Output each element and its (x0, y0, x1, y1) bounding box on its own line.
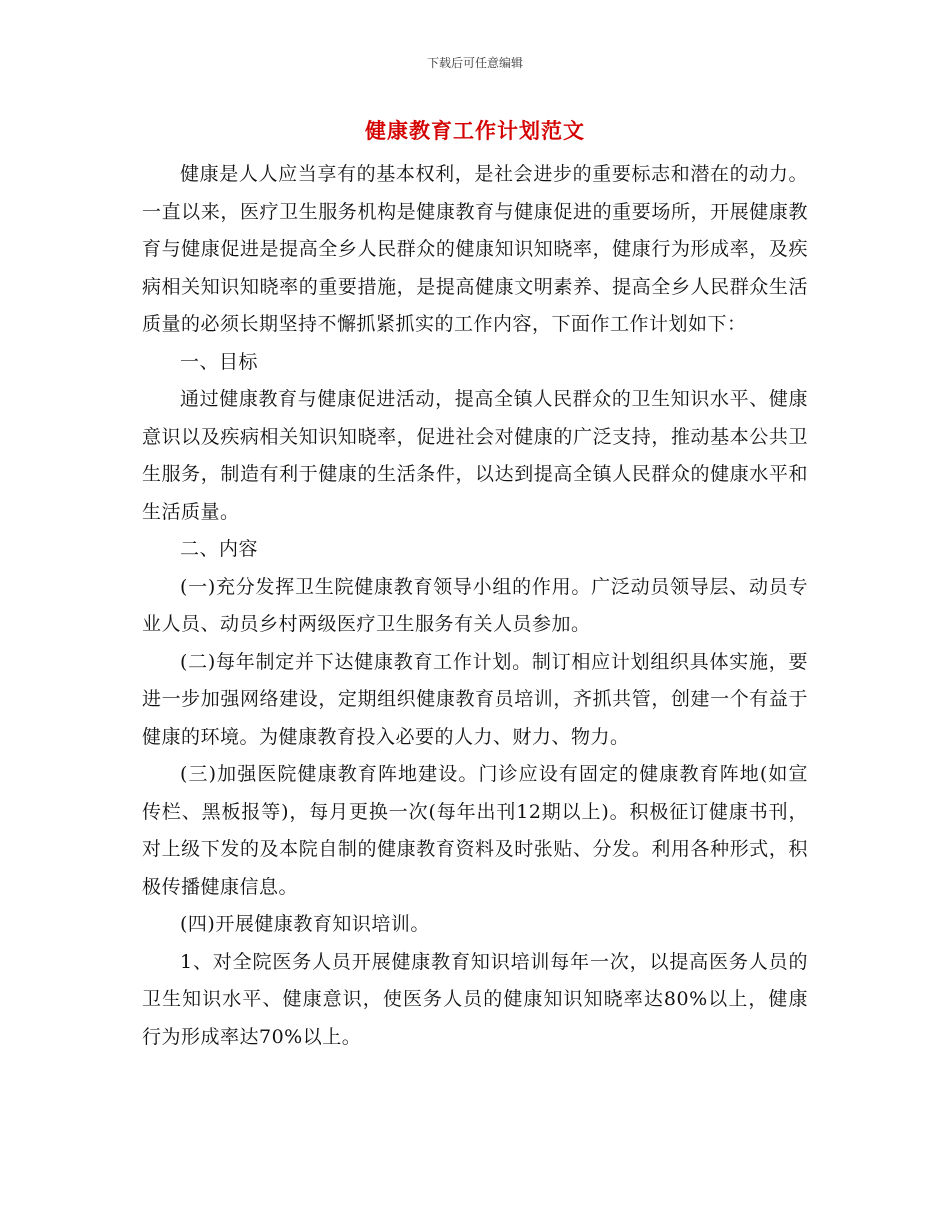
paragraph-content-2: (二)每年制定并下达健康教育工作计划。制订相应计划组织具体实施，要进一步加强网络建设，定期组织健康教育员培训，齐抓共管，创建一个有益于健康的环境。为健康教育投入必要的人力、财力、物力。 (142, 650, 808, 748)
paragraph-content-1: (一)充分发挥卫生院健康教育领导小组的作用。广泛动员领导层、动员专业人员、动员乡村两级医疗卫生服务有关人员参加。 (142, 575, 808, 635)
paragraph-goals: 通过健康教育与健康促进活动，提高全镇人民群众的卫生知识水平、健康意识以及疾病相关知识知晓率，促进社会对健康的广泛支持，推动基本公共卫生服务，制造有利于健康的生活条件，以达到提高全镇人民群众的健康水平和生活质量。 (142, 388, 808, 523)
paragraph-content-4: (四)开展健康教育知识培训。 (180, 913, 430, 935)
header-note: 下载后可任意编辑 (426, 56, 523, 70)
document-title: 健康教育工作计划范文 (365, 119, 585, 143)
paragraph-intro: 健康是人人应当享有的基本权利，是社会进步的重要标志和潜在的动力。一直以来，医疗卫生服务机构是健康教育与健康促进的重要场所，开展健康教育与健康促进是提高全乡人民群众的健康知识知晓率，健康行为形成率，及疾病相关知识知晓率的重要措施，是提高健康文明素养、提高全乡人民群众生活质量的必须长期坚持不懈抓紧抓实的工作内容，下面作工作计划如下： (142, 163, 808, 335)
document-body (142, 156, 808, 1056)
paragraph-content-3: (三)加强医院健康教育阵地建设。门诊应设有固定的健康教育阵地(如宣传栏、黑板报等)，每月更换一次(每年出刊12期以上)。积极征订健康书刊，对上级下发的及本院自制的健康教育资料及时张贴、分发。利用各种形式，积极传播健康信息。 (142, 763, 808, 898)
paragraph-training-1: 1、对全院医务人员开展健康教育知识培训每年一次，以提高医务人员的卫生知识水平、健康意识，使医务人员的健康知识知晓率达80%以上，健康行为形成率达70%以上。 (142, 950, 808, 1048)
section-heading-content: 二、内容 (180, 538, 259, 560)
section-heading-goals: 一、目标 (180, 350, 259, 373)
